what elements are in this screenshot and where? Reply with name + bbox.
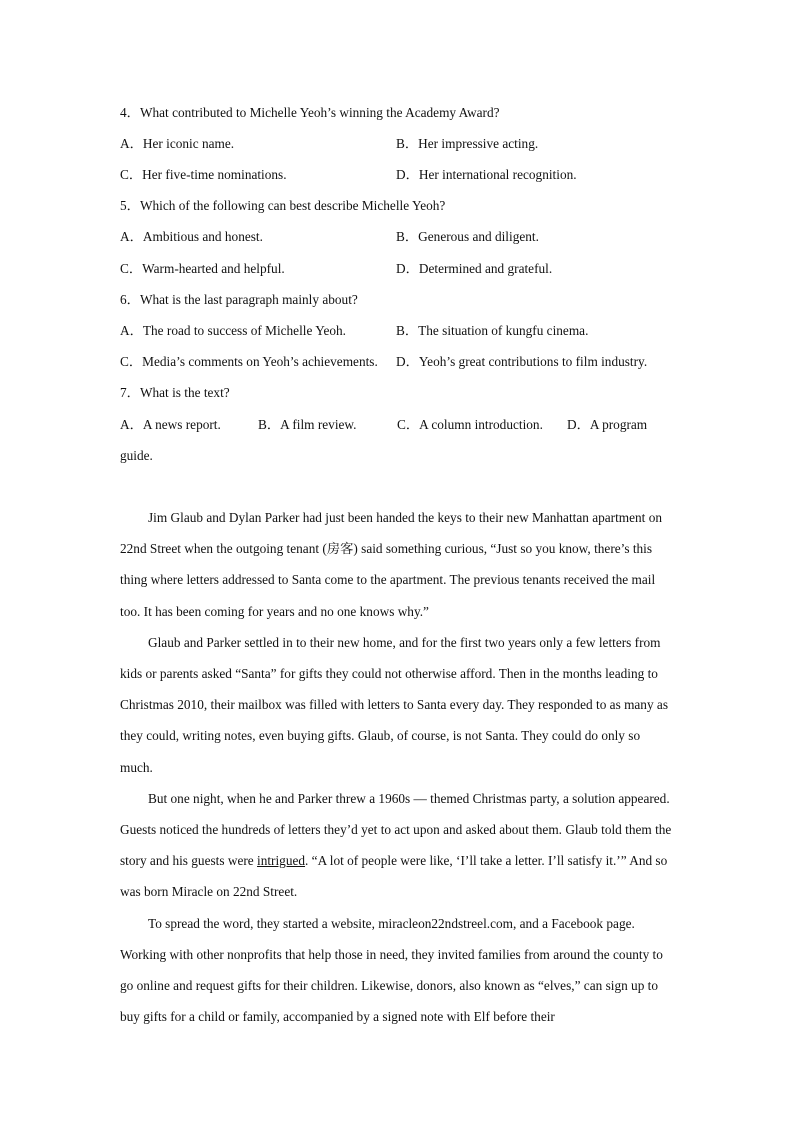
question-5-option-c: C．Warm-hearted and helpful. bbox=[120, 261, 285, 276]
question-4-option-d: D．Her international recognition. bbox=[396, 167, 577, 182]
passage-paragraph-3 bbox=[120, 783, 676, 908]
question-7-stem: 7．What is the text? bbox=[120, 385, 230, 400]
question-4-option-a: A．Her iconic name. bbox=[120, 136, 235, 151]
question-7-option-d-continuation: guide. bbox=[120, 448, 153, 463]
reading-passage bbox=[120, 502, 676, 1032]
question-6-option-b: B．The situation of kungfu cinema. bbox=[396, 323, 589, 338]
passage-paragraph-1: Jim Glaub and Dylan Parker had just been handed the keys to their new Manhattan apartment on 22nd Street when the outgoing tenant (房客) said something curious, “Just so you know, there’s this thing where letters addressed to Santa come to the apartment. The previous tenants received the mail too. It has been coming for years and no one knows why.” bbox=[120, 510, 663, 619]
question-5-option-a: A．Ambitious and honest. bbox=[120, 229, 263, 244]
question-5-option-d: D．Determined and grateful. bbox=[396, 261, 553, 276]
question-7-option-a: A．A news report. bbox=[120, 417, 221, 432]
question-5-option-b: B．Generous and diligent. bbox=[396, 229, 539, 244]
question-7-option-c: C．A column introduction. bbox=[397, 417, 543, 432]
question-6-option-a: A．The road to success of Michelle Yeoh. bbox=[120, 323, 347, 338]
question-4-stem: 4．What contributed to Michelle Yeoh’s winning the Academy Award? bbox=[120, 105, 500, 120]
question-6-option-d: D．Yeoh’s great contributions to film industry. bbox=[396, 354, 648, 369]
question-7-option-b: B．A film review. bbox=[258, 417, 357, 432]
question-4-option-c: C．Her five-time nominations. bbox=[120, 167, 287, 182]
question-6-stem: 6．What is the last paragraph mainly about? bbox=[120, 292, 358, 307]
underlined-word-intrigued: intrigued bbox=[257, 853, 306, 869]
question-5-stem: 5．Which of the following can best describe Michelle Yeoh? bbox=[120, 198, 446, 213]
question-7-option-d: D．A program bbox=[567, 417, 648, 432]
question-6-option-c: C．Media’s comments on Yeoh’s achievements. bbox=[120, 354, 378, 369]
paragraph-3-text-before: But one night, when he and Parker threw a 1960s — themed Christmas party, a solution appeared. Guests noticed the hundreds of letters they’d yet to act upon and asked about them. Glaub told them the story and his guests were bbox=[120, 790, 672, 869]
question-4-option-b: B．Her impressive acting. bbox=[396, 136, 539, 151]
passage-paragraph-4: To spread the word, they started a website, miracleon22ndstreel.com, and a Facebook page. Working with other nonprofits that help those in need, they invited families from around the county to go online and request gifts for their children. Likewise, donors, also known as “elves,” can sign up to buy gifts for a child or family, accompanied by a signed note with Elf before their bbox=[120, 915, 663, 1025]
paragraph-3-text-after: . “A lot of people were like, ‘I’ll take a letter. I’ll satisfy it.’” And so was born Miracle on 22nd Street. bbox=[120, 853, 668, 900]
passage-paragraph-2: Glaub and Parker settled in to their new home, and for the first two years only a few letters from kids or parents asked “Santa” for gifts they could not otherwise afford. Then in the months leading to Christmas 2010, their mailbox was filled with letters to Santa every day. They responded to as many as they could, writing notes, even buying gifts. Glaub, of course, is not Santa. They could do only so much. bbox=[120, 634, 669, 775]
